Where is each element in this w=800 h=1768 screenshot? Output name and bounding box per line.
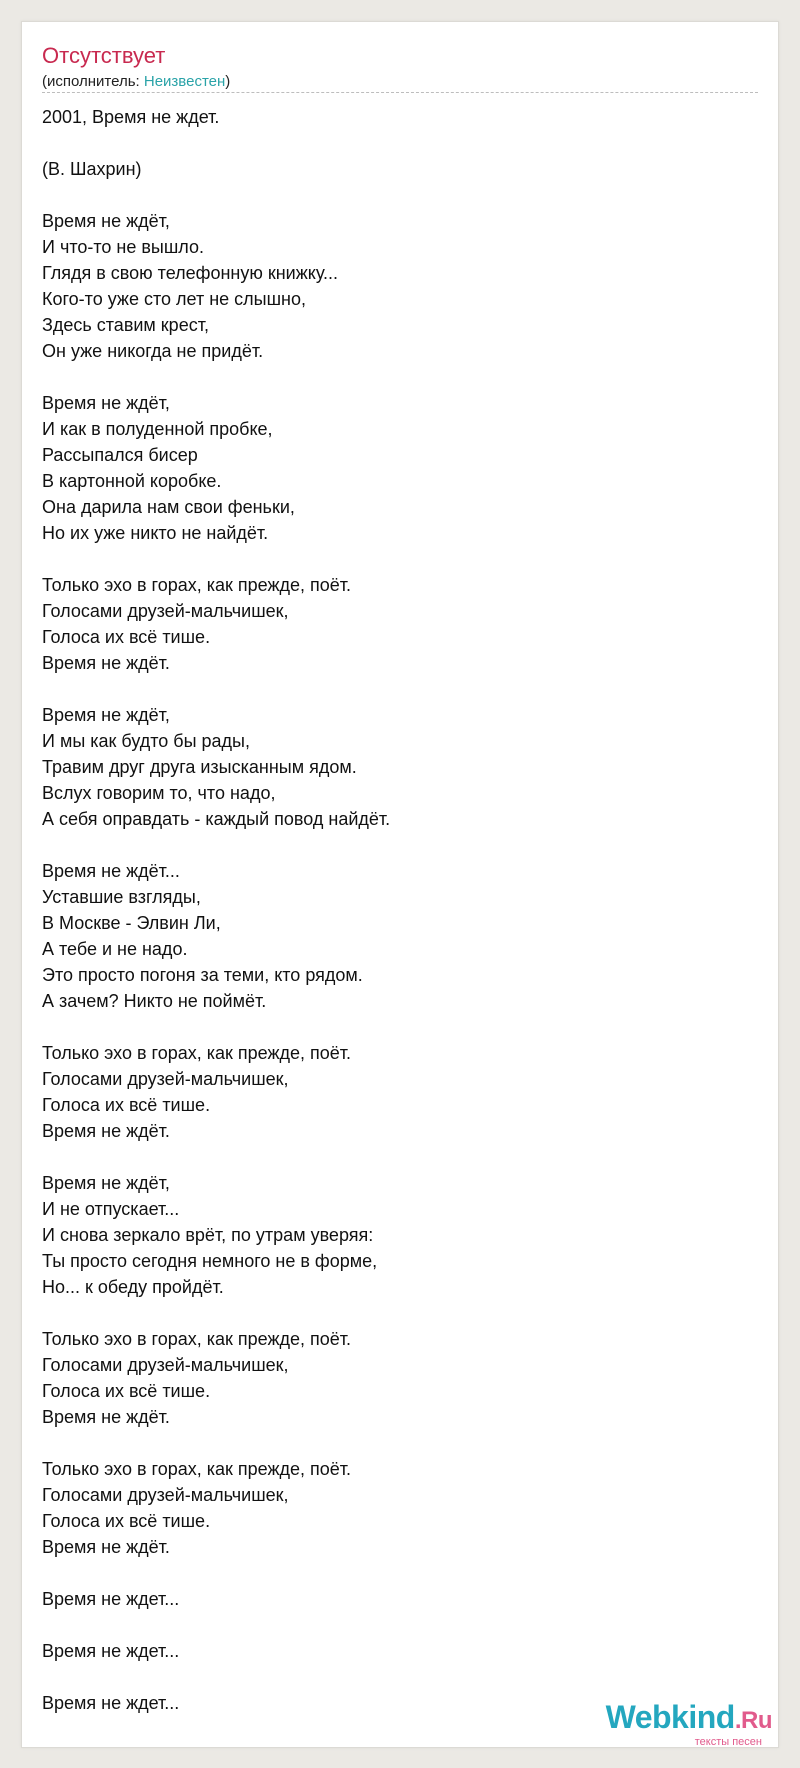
lyrics-line: Время не ждёт. xyxy=(42,1121,170,1141)
lyrics-line: Только эхо в горах, как прежде, поёт. xyxy=(42,1043,352,1063)
lyrics-stanza xyxy=(42,1456,742,1560)
lyrics-line: Только эхо в горах, как прежде, поёт. xyxy=(42,1459,352,1479)
lyrics-line: И что-то не вышло. xyxy=(42,237,205,257)
lyrics-line: (В. Шахрин) xyxy=(42,159,142,179)
lyrics-line: Но... к обеду пройдёт. xyxy=(42,1277,224,1297)
lyrics-line: Время не ждёт. xyxy=(42,653,170,673)
lyrics-line: Голоса их всё тише. xyxy=(42,1095,211,1115)
lyrics-line: Глядя в свою телефонную книжку... xyxy=(42,263,339,283)
lyrics-stanza xyxy=(42,104,742,130)
lyrics-line: Время не ждёт, xyxy=(42,393,170,413)
webkind-logo[interactable] xyxy=(606,1700,772,1748)
lyrics-line: Уставшие взгляды, xyxy=(42,887,201,907)
lyrics-stanza xyxy=(42,1170,742,1300)
lyrics-line: Ты просто сегодня немного не в форме, xyxy=(42,1251,378,1271)
lyrics-line: Он уже никогда не придёт. xyxy=(42,341,264,361)
lyrics-line: Только эхо в горах, как прежде, поёт. xyxy=(42,575,352,595)
lyrics-line: Она дарила нам свои феньки, xyxy=(42,497,295,517)
lyrics-line: И не отпускает... xyxy=(42,1199,180,1219)
lyrics-stanza xyxy=(42,1326,742,1430)
artist-line xyxy=(42,72,230,92)
lyrics-line: Время не ждёт. xyxy=(42,1407,170,1427)
lyrics-line: Здесь ставим крест, xyxy=(42,315,209,335)
lyrics-line: И как в полуденной пробке, xyxy=(42,419,273,439)
lyrics-line: А тебе и не надо. xyxy=(42,939,188,959)
lyrics-stanza xyxy=(42,572,742,676)
lyrics-line: Голоса их всё тише. xyxy=(42,1511,211,1531)
lyrics-stanza xyxy=(42,208,742,364)
lyrics-stanza xyxy=(42,156,742,182)
lyrics-line: А себя оправдать - каждый повод найдёт. xyxy=(42,809,391,829)
lyrics-line: Голоса их всё тише. xyxy=(42,627,211,647)
lyrics-stanza xyxy=(42,702,742,832)
header-divider xyxy=(42,92,758,93)
lyrics-line: Время не ждет... xyxy=(42,1589,180,1609)
lyrics-line: Время не ждет... xyxy=(42,1641,180,1661)
logo-tagline: тексты песен xyxy=(694,1736,762,1748)
lyrics-line: В картонной коробке. xyxy=(42,471,222,491)
lyrics-line: Голосами друзей-мальчишек, xyxy=(42,1485,289,1505)
lyrics-line: Вслух говорим то, что надо, xyxy=(42,783,276,803)
logo-tld: .Ru xyxy=(734,1707,772,1734)
lyrics-line: Это просто погоня за теми, кто рядом. xyxy=(42,965,363,985)
lyrics-line: Голосами друзей-мальчишек, xyxy=(42,601,289,621)
lyrics-line: Травим друг друга изысканным ядом. xyxy=(42,757,357,777)
lyrics-line: Но их уже никто не найдёт. xyxy=(42,523,269,543)
lyrics-line: Время не ждёт, xyxy=(42,211,170,231)
lyrics-line: Только эхо в горах, как прежде, поёт. xyxy=(42,1329,352,1349)
lyrics-stanza xyxy=(42,858,742,1014)
lyrics-stanza xyxy=(42,1040,742,1144)
lyrics-line: А зачем? Никто не поймёт. xyxy=(42,991,267,1011)
lyrics-line: И снова зеркало врёт, по утрам уверяя: xyxy=(42,1225,374,1245)
lyrics-line: Время не ждет... xyxy=(42,1693,180,1713)
lyrics-line: И мы как будто бы рады, xyxy=(42,731,250,751)
lyrics-line: 2001, Время не ждет. xyxy=(42,107,220,127)
lyrics-stanza xyxy=(42,390,742,546)
lyrics-line: Время не ждёт. xyxy=(42,1537,170,1557)
artist-suffix: ) xyxy=(225,73,231,90)
lyrics-line: В Москве - Элвин Ли, xyxy=(42,913,221,933)
lyrics-body xyxy=(42,104,742,1716)
lyrics-line: Время не ждёт, xyxy=(42,1173,170,1193)
lyrics-line: Время не ждёт, xyxy=(42,705,170,725)
lyrics-line: Кого-то уже сто лет не слышно, xyxy=(42,289,306,309)
song-title: Отсутствует xyxy=(42,43,166,68)
logo-name: Webkind xyxy=(605,1699,735,1735)
lyrics-line: Рассыпался бисер xyxy=(42,445,198,465)
lyrics-stanza xyxy=(42,1586,742,1612)
lyrics-line: Голосами друзей-мальчишек, xyxy=(42,1069,289,1089)
lyrics-line: Голоса их всё тише. xyxy=(42,1381,211,1401)
lyrics-line: Голосами друзей-мальчишек, xyxy=(42,1355,289,1375)
lyrics-line: Время не ждёт... xyxy=(42,861,180,881)
logo-wordmark xyxy=(606,1700,772,1738)
lyrics-stanza xyxy=(42,1638,742,1664)
artist-link[interactable]: Неизвестен xyxy=(143,73,226,90)
artist-prefix: (исполнитель: xyxy=(42,73,144,90)
